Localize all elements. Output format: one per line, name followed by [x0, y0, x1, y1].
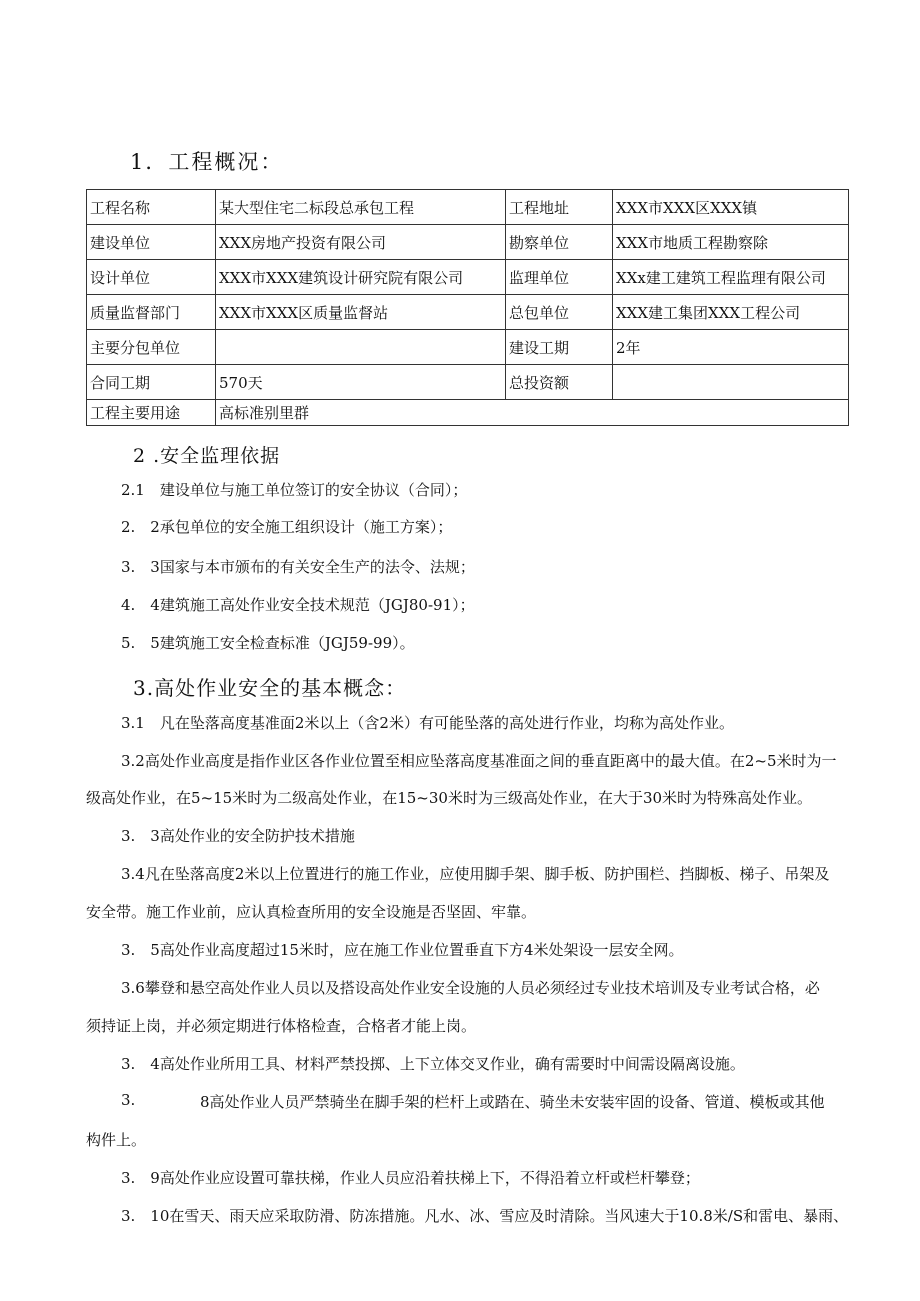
paragraph: 构件上。: [86, 1131, 147, 1149]
table-cell: [216, 330, 506, 365]
table-cell: XXX市地质工程勘察除: [613, 225, 849, 260]
paragraph-number: 3.: [121, 1091, 136, 1109]
table-cell: XXX市XXX建筑设计研究院有限公司: [216, 260, 506, 295]
list-item: 5. 5建筑施工安全检查标准（JGJ59-99）。: [121, 634, 415, 652]
table-cell: 高标准别里群: [216, 400, 849, 426]
table-row: [87, 260, 849, 295]
list-item: 4. 4建筑施工高处作业安全技术规范（JGJ80-91）；: [121, 596, 475, 614]
table-cell: 勘察单位: [506, 225, 613, 260]
table-cell: XXX市XXX区XXX镇: [613, 190, 849, 225]
list-item: 2. 2承包单位的安全施工组织设计（施工方案）；: [121, 518, 453, 536]
table-cell: 工程主要用途: [87, 400, 216, 426]
paragraph: 3.2高处作业高度是指作业区各作业位置至相应坠落高度基准面之间的垂直距离中的最大值。在2~5米时为一: [121, 752, 837, 770]
table-cell: XXX房地产投资有限公司: [216, 225, 506, 260]
table-cell: 2年: [613, 330, 849, 365]
table-row: [87, 400, 849, 426]
paragraph: 3. 10在雪天、雨天应采取防滑、防冻措施。凡水、冰、雪应及时清除。当风速大于10.8米/S和雷电、暴雨、: [121, 1207, 849, 1225]
table-cell: 总包单位: [506, 295, 613, 330]
list-item: 3. 3国家与本市颁布的有关安全生产的法令、法规；: [121, 558, 475, 576]
paragraph: 8高处作业人员严禁骑坐在脚手架的栏杆上或踏在、骑坐未安装牢固的设备、管道、模板或其他: [200, 1093, 825, 1111]
section-1-heading: 1．工程概况：: [130, 150, 284, 174]
section-2-heading: 2 .安全监理依据: [133, 445, 281, 467]
paragraph: 3.6攀登和悬空高处作业人员以及搭设高处作业安全设施的人员必须经过专业技术培训及专业考试合格，必: [121, 979, 820, 997]
paragraph: 须持证上岗，并必须定期进行体格检查，合格者才能上岗。: [86, 1017, 477, 1035]
paragraph: 3. 3高处作业的安全防护技术措施: [121, 827, 355, 845]
table-row: [87, 295, 849, 330]
table-cell: 建设工期: [506, 330, 613, 365]
table-cell: 质量监督部门: [87, 295, 216, 330]
paragraph: 3.1 凡在坠落高度基准面2米以上（含2米）有可能坠落的高处进行作业，均称为高处作业。: [121, 714, 734, 732]
table-cell: 某大型住宅二标段总承包工程: [216, 190, 506, 225]
table-cell: 合同工期: [87, 365, 216, 400]
table-cell: 工程地址: [506, 190, 613, 225]
paragraph: 3. 9高处作业应设置可靠扶梯，作业人员应沿着扶梯上下，不得沿着立杆或栏杆攀登；: [121, 1169, 700, 1187]
paragraph: 安全带。施工作业前，应认真检查所用的安全设施是否坚固、牢靠。: [86, 903, 537, 921]
table-cell: XXX市XXX区质量监督站: [216, 295, 506, 330]
table-cell: XXX建工集团XXX工程公司: [613, 295, 849, 330]
paragraph: 3.4凡在坠落高度2米以上位置进行的施工作业，应使用脚手架、脚手板、防护围栏、挡脚板、梯子、吊架及: [121, 865, 830, 883]
table-cell: 监理单位: [506, 260, 613, 295]
list-item: 2.1 建设单位与施工单位签订的安全协议（合同）；: [121, 481, 468, 499]
table-cell: 主要分包单位: [87, 330, 216, 365]
table-row: [87, 330, 849, 365]
table-cell: 工程名称: [87, 190, 216, 225]
paragraph: 3. 5高处作业高度超过15米时，应在施工作业位置垂直下方4米处架设一层安全网。: [121, 941, 684, 959]
paragraph: 级高处作业，在5~15米时为二级高处作业，在15~30米时为三级高处作业，在大于30米时为特殊高处作业。: [86, 789, 813, 807]
table-row: [87, 365, 849, 400]
table-row: [87, 225, 849, 260]
table-row: [87, 190, 849, 225]
table-cell: XXx建工建筑工程监理有限公司: [613, 260, 849, 295]
section-3-heading: 3.高处作业安全的基本概念：: [133, 676, 407, 700]
table-cell: [613, 365, 849, 400]
table-cell: 设计单位: [87, 260, 216, 295]
table-cell: 建设单位: [87, 225, 216, 260]
table-cell: 总投资额: [506, 365, 613, 400]
project-overview-table: [86, 189, 849, 426]
paragraph: 3. 4高处作业所用工具、材料严禁投掷、上下立体交叉作业，确有需要时中间需设隔离设施。: [121, 1055, 745, 1073]
table-cell: 570天: [216, 365, 506, 400]
